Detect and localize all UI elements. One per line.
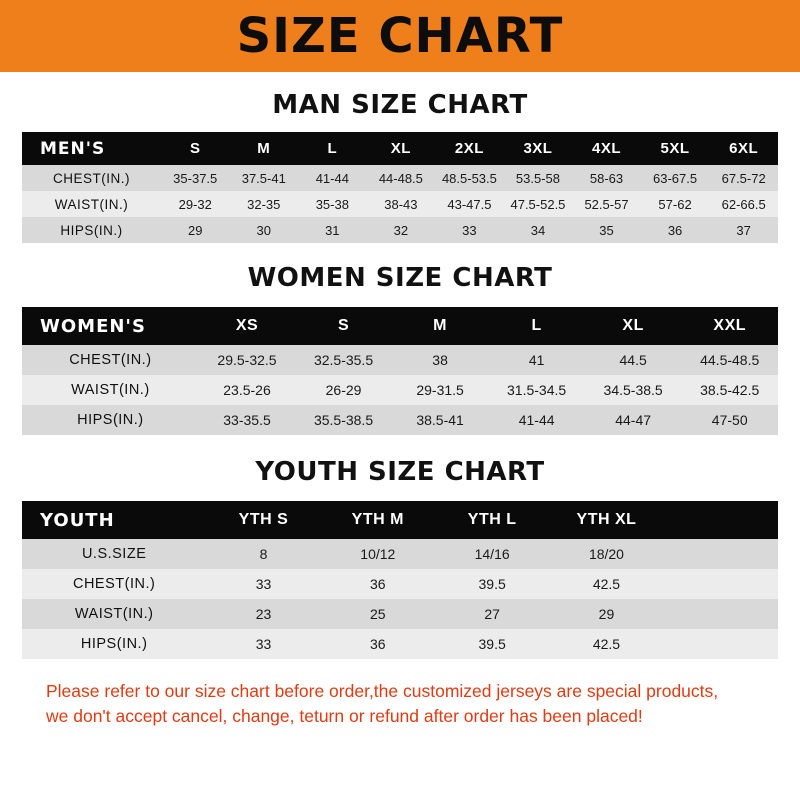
- women-row2-v2: 38.5-41: [416, 412, 464, 428]
- women-row0-v0: 29.5-32.5: [217, 352, 277, 368]
- man-col-8: 6XL: [729, 140, 759, 157]
- man-row2-v7: 36: [667, 222, 683, 238]
- women-col-3: L: [531, 317, 542, 334]
- man-col-7: 5XL: [660, 140, 690, 157]
- youth-row1-v0: 33: [255, 576, 272, 592]
- page-title: SIZE CHART: [236, 8, 564, 64]
- man-row1-v7: 57-62: [658, 196, 692, 212]
- table-row: [22, 569, 778, 599]
- youth-row2-v1: 25: [370, 606, 386, 622]
- table-row: [22, 191, 778, 217]
- table-row: [22, 629, 778, 659]
- man-row0-v7: 63-67.5: [653, 170, 698, 186]
- women-col-5: XXL: [713, 317, 747, 334]
- man-col-1: M: [257, 140, 271, 157]
- header-banner: [0, 0, 800, 72]
- man-col-4: 2XL: [454, 140, 484, 157]
- man-row1-v5: 47.5-52.5: [510, 196, 566, 212]
- women-row1-v5: 38.5-42.5: [700, 382, 760, 398]
- content-area: [0, 72, 800, 730]
- women-row0-label: CHEST(IN.): [69, 352, 152, 368]
- women-row1-v0: 23.5-26: [223, 382, 271, 398]
- man-row2-v0: 29: [187, 222, 203, 238]
- youth-row0-v1: 10/12: [360, 546, 396, 562]
- women-row0-v2: 38: [432, 352, 448, 368]
- man-row2-label: HIPS(IN.): [60, 222, 123, 238]
- footer-disclaimer: [22, 679, 778, 730]
- women-row0-v4: 44.5: [619, 352, 647, 368]
- women-row1-label: WAIST(IN.): [71, 382, 150, 398]
- youth-row1-v1: 36: [370, 576, 386, 592]
- women-section-title: WOMEN SIZE CHART: [247, 263, 553, 293]
- women-row1-v3: 31.5-34.5: [507, 382, 567, 398]
- women-row2-label: HIPS(IN.): [77, 412, 144, 428]
- women-col-1: S: [337, 317, 350, 334]
- man-row0-v1: 37.5-41: [241, 170, 286, 186]
- women-col-4: XL: [622, 317, 644, 334]
- women-row2-v0: 33-35.5: [223, 412, 271, 428]
- youth-row1-label: CHEST(IN.): [72, 576, 156, 592]
- man-row0-v2: 41-44: [315, 170, 349, 186]
- women-row1-v4: 34.5-38.5: [603, 382, 663, 398]
- table-row: [22, 165, 778, 191]
- man-row0-v3: 44-48.5: [378, 170, 423, 186]
- women-row2-v3: 41-44: [518, 412, 555, 428]
- man-row1-v1: 32-35: [247, 196, 281, 212]
- youth-size-table: [22, 501, 778, 659]
- youth-row3-v1: 36: [370, 636, 386, 652]
- man-row1-v3: 38-43: [384, 196, 418, 212]
- man-col-3: XL: [390, 140, 411, 157]
- man-row1-v6: 52.5-57: [584, 196, 629, 212]
- man-row2-v8: 37: [736, 222, 751, 238]
- youth-row0-label: U.S.SIZE: [81, 546, 147, 562]
- table-header-row: [22, 501, 778, 539]
- man-row0-v8: 67.5-72: [721, 170, 766, 186]
- women-row1-v2: 29-31.5: [416, 382, 464, 398]
- youth-row1-v2: 39.5: [478, 576, 506, 592]
- women-table-body: [22, 345, 778, 435]
- women-row0-v1: 32.5-35.5: [313, 352, 374, 368]
- women-row0-v3: 41: [528, 352, 545, 368]
- man-row1-v0: 29-32: [178, 196, 212, 212]
- man-row0-v4: 48.5-53.5: [441, 170, 497, 186]
- man-corner-label: MEN'S: [40, 138, 106, 159]
- man-row0-v0: 35-37.5: [173, 170, 218, 186]
- man-row0-v6: 58-63: [589, 170, 624, 186]
- footer-line-1: Please refer to our size chart before order,the customized jerseys are special products,: [46, 681, 719, 701]
- youth-corner-label: YOUTH: [40, 509, 115, 531]
- man-table-body: [22, 165, 778, 243]
- man-col-6: 4XL: [592, 140, 622, 157]
- footer-line-2: we don't accept cancel, change, teturn or refund after order has been placed!: [46, 706, 643, 727]
- women-row2-v1: 35.5-38.5: [313, 412, 374, 428]
- youth-row0-v2: 14/16: [474, 546, 510, 562]
- women-row2-v5: 47-50: [711, 412, 748, 428]
- man-row1-v4: 43-47.5: [447, 196, 492, 212]
- women-table-header: [22, 307, 778, 345]
- youth-col-2: YTH L: [467, 511, 517, 528]
- youth-row0-v4: [664, 539, 778, 569]
- youth-row2-v2: 27: [484, 606, 500, 622]
- youth-row0-v3: 18/20: [588, 546, 624, 562]
- man-col-0: S: [189, 140, 201, 157]
- man-table-header: [22, 132, 778, 165]
- table-row: [22, 405, 778, 435]
- man-row2-v5: 34: [530, 222, 546, 238]
- women-size-table: [22, 307, 778, 435]
- youth-col-1: YTH M: [351, 511, 404, 528]
- youth-row1-v3: 42.5: [592, 576, 621, 592]
- youth-col-4: [664, 501, 778, 539]
- man-row2-v4: 33: [462, 222, 477, 238]
- youth-row2-v3: 29: [598, 606, 615, 622]
- man-row0-label: CHEST(IN.): [52, 170, 130, 186]
- table-header-row: [22, 132, 778, 165]
- youth-table-body: [22, 539, 778, 659]
- youth-row3-v0: 33: [255, 636, 272, 652]
- youth-col-3: YTH XL: [576, 511, 637, 528]
- table-row: [22, 345, 778, 375]
- man-row2-v3: 32: [393, 222, 409, 238]
- youth-row3-v4: [664, 629, 778, 659]
- youth-row2-v4: [664, 599, 778, 629]
- women-row2-v4: 44-47: [615, 412, 652, 428]
- man-row2-v1: 30: [256, 222, 271, 238]
- man-size-table: [22, 132, 778, 243]
- women-corner-label: WOMEN'S: [40, 315, 146, 337]
- table-row: [22, 539, 778, 569]
- youth-row0-v0: 8: [259, 546, 268, 562]
- man-col-5: 3XL: [523, 140, 553, 157]
- youth-row1-v4: [664, 569, 778, 599]
- women-col-0: XS: [235, 317, 259, 334]
- women-row1-v1: 26-29: [325, 382, 362, 398]
- youth-col-0: YTH S: [238, 511, 289, 528]
- youth-row3-v2: 39.5: [478, 636, 506, 652]
- women-col-2: M: [433, 317, 447, 334]
- table-row: [22, 217, 778, 243]
- man-row0-v5: 53.5-58: [515, 170, 560, 186]
- man-row2-v2: 31: [325, 222, 340, 238]
- youth-row3-v3: 42.5: [592, 636, 621, 652]
- youth-section-title: YOUTH SIZE CHART: [255, 457, 545, 487]
- man-row2-v6: 35: [599, 222, 614, 238]
- youth-row3-label: HIPS(IN.): [80, 636, 148, 652]
- youth-row2-label: WAIST(IN.): [74, 606, 154, 622]
- women-row0-v5: 44.5-48.5: [700, 352, 760, 368]
- man-row1-v8: 62-66.5: [721, 196, 766, 212]
- youth-table-header: [22, 501, 778, 539]
- table-row: [22, 375, 778, 405]
- table-header-row: [22, 307, 778, 345]
- man-col-2: L: [327, 140, 338, 157]
- man-row1-v2: 35-38: [315, 196, 349, 212]
- man-section-title: MAN SIZE CHART: [272, 90, 528, 120]
- man-row1-label: WAIST(IN.): [54, 196, 129, 212]
- table-row: [22, 599, 778, 629]
- youth-row2-v0: 23: [255, 606, 272, 622]
